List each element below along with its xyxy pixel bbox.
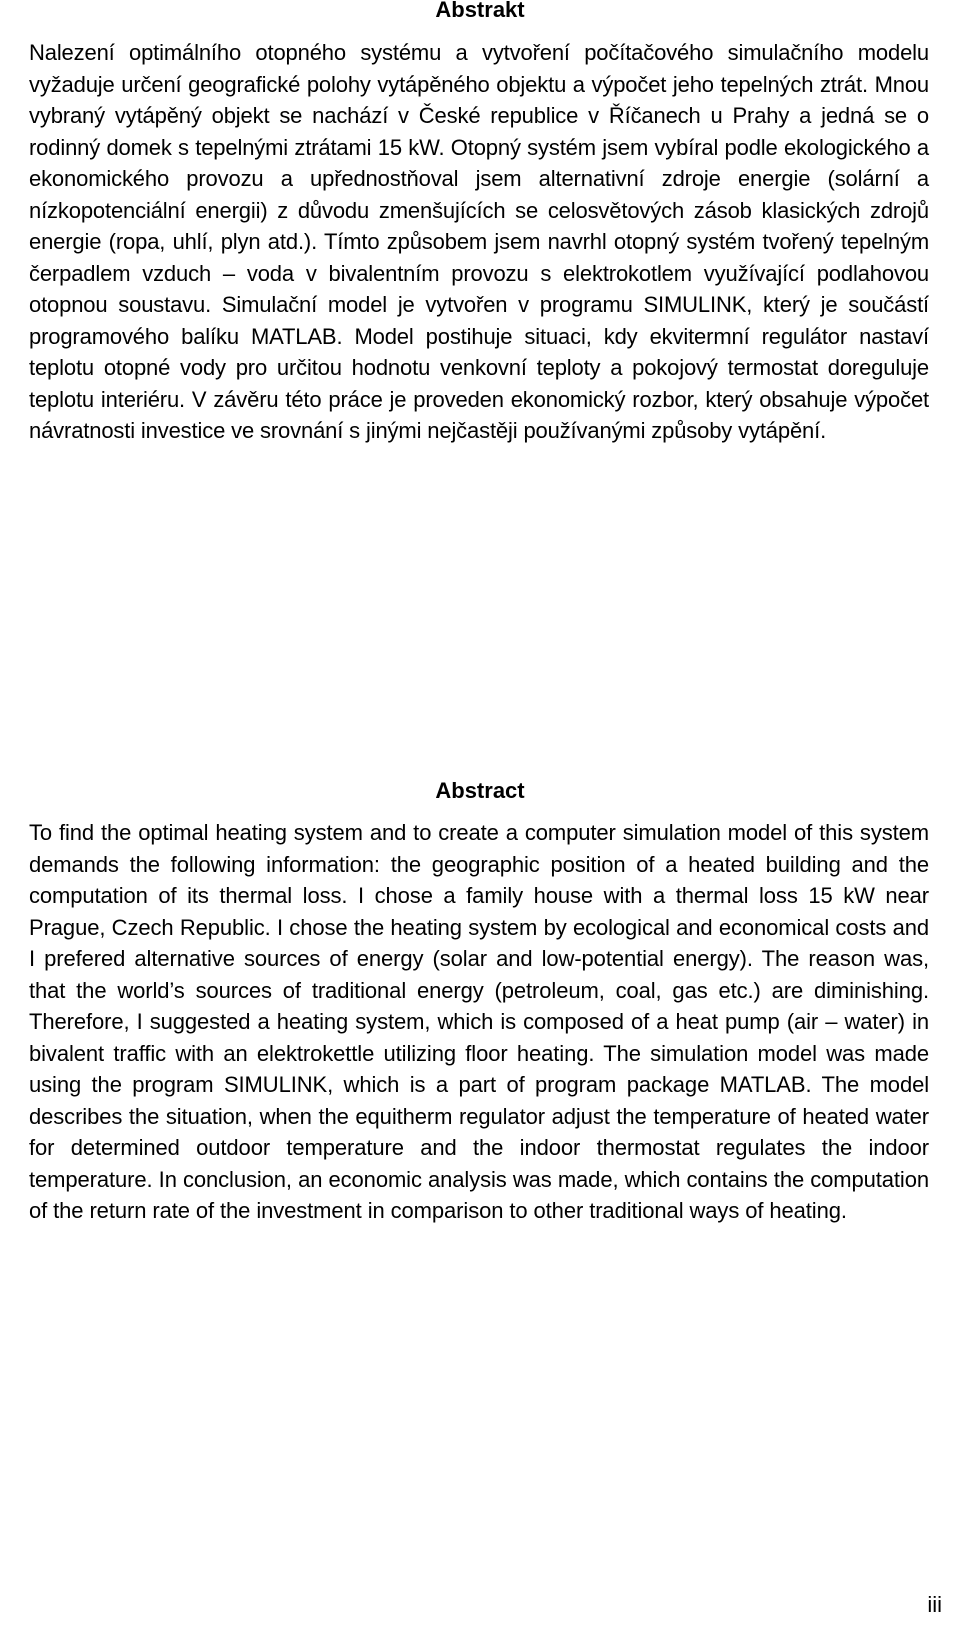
page-number: iii — [927, 1592, 942, 1617]
english-abstract-heading: Abstract — [435, 778, 525, 803]
czech-abstract-heading: Abstrakt — [435, 0, 525, 22]
czech-abstract-paragraph: Nalezení optimálního otopného systému a vytvoření počítačového simulačního modelu vyžaduje určení geografické polohy vytápěného objektu a výpočet jeho tepelných ztrát. Mnou vybraný vytápěný objekt se nachází v České republice v Říčanech u Prahy a jedná se o rodinný domek s tepelnými ztrátami 15 kW. Otopný systém jsem vybíral podle ekologického a ekonomického provozu a upřednostňoval jsem alternativní zdroje energie (solární a nízkopotenciální energii) z důvodu zmenšujících se celosvětových zásob klasických zdrojů energie (ropa, uhlí, plyn atd.). Tímto způsobem jsem navrhl otopný systém tvořený tepelným čerpadlem vzduch – voda v bivalentním provozu s elektrokotlem využívající podlahovou otopnou soustavu. Simulační model je vytvořen v programu SIMULINK, který je součástí programového balíku MATLAB. Model postihuje situaci, kdy ekvitermní regulátor nastaví teplotu otopné vody pro určitou hodnotu venkovní teploty a pokojový termostat doreguluje teplotu interiéru. V závěru této práce je proveden ekonomický rozbor, který obsahuje výpočet návratnosti investice ve srovnání s jinými nejčastěji používanými způsoby vytápění. — [29, 40, 929, 443]
english-abstract-paragraph: To find the optimal heating system and to create a computer simulation model of this system demands the following information: the geographic position of a heated building and the computation of its thermal loss. I chose a family house with a thermal loss 15 kW near Prague, Czech Republic. I chose the heating system by ecological and economical costs and I prefered alternative sources of energy (solar and low-potential energy). The reason was, that the world’s sources of traditional energy (petroleum, coal, gas etc.) are diminishing. Therefore, I suggested a heating system, which is composed of a heat pump (air – water) in bivalent traffic with an elektrokettle utilizing floor heating. The simulation model was made using the program SIMULINK, which is a part of program package MATLAB. The model describes the situation, when the equitherm regulator adjust the temperature of heated water for determined outdoor temperature and the indoor thermostat regulates the indoor temperature. In conclusion, an economic analysis was made, which contains the computation of the return rate of the investment in comparison to other traditional ways of heating. — [29, 820, 929, 1223]
